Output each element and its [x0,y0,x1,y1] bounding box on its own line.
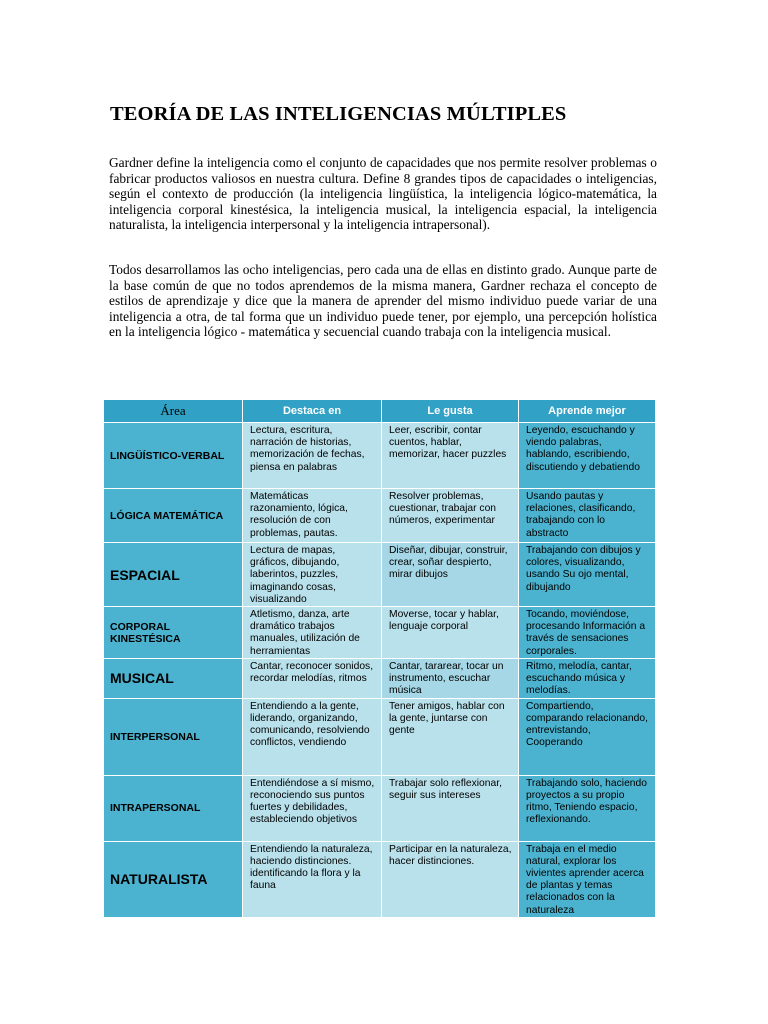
area-cell: LÓGICA MATEMÁTICA [104,489,243,543]
area-cell: CORPORAL KINESTÉSICA [104,607,243,659]
area-cell: ESPACIAL [104,543,243,607]
table-row [104,659,656,699]
destaca-cell: Entendiendo a la gente, liderando, organizando, comunicando, resolviendo conflictos, vendiendo [243,698,382,775]
header-aprende: Aprende mejor [519,400,656,423]
header-destaca: Destaca en [243,400,382,423]
header-area: Área [104,400,243,423]
table-row [104,543,656,607]
destaca-cell: Atletismo, danza, arte dramático trabajos manuales, utilización de herramientas [243,607,382,659]
aprende-cell: Trabaja en el medio natural, explorar los vivientes aprender acerca de plantas y temas relacionados con la naturaleza [519,841,656,917]
gusta-cell: Moverse, tocar y hablar, lenguaje corporal [382,607,519,659]
area-cell: MUSICAL [104,659,243,699]
table-row [104,423,656,489]
area-cell: INTERPERSONAL [104,698,243,775]
intelligences-table [103,399,656,918]
destaca-cell: Matemáticas razonamiento, lógica, resolución de con problemas, pautas. [243,489,382,543]
page-title: TEORÍA DE LAS INTELIGENCIAS MÚLTIPLES [110,103,567,125]
table-row [104,698,656,775]
table-row [104,841,656,917]
gusta-cell: Trabajar solo reflexionar, seguir sus intereses [382,775,519,841]
destaca-cell: Entendiendo la naturaleza, haciendo distinciones. identificando la flora y la fauna [243,841,382,917]
area-cell: INTRAPERSONAL [104,775,243,841]
area-cell: NATURALISTA [104,841,243,917]
gusta-cell: Resolver problemas, cuestionar, trabajar con números, experimentar [382,489,519,543]
aprende-cell: Tocando, moviéndose, procesando Información a través de sensaciones corporales. [519,607,656,659]
destaca-cell: Entendiéndose a sí mismo, reconociendo sus puntos fuertes y debilidades, estableciendo objetivos [243,775,382,841]
gusta-cell: Participar en la naturaleza, hacer distinciones. [382,841,519,917]
table-row [104,489,656,543]
aprende-cell: Leyendo, escuchando y viendo palabras, hablando, escribiendo, discutiendo y debatiendo [519,423,656,489]
header-gusta: Le gusta [382,400,519,423]
destaca-cell: Cantar, reconocer sonidos, recordar melodías, ritmos [243,659,382,699]
aprende-cell: Usando pautas y relaciones, clasificando, trabajando con lo abstracto [519,489,656,543]
second-paragraph: Todos desarrollamos las ocho inteligencias, pero cada una de ellas en distinto grado. Aunque parte de la base común de que no todos aprendemos de la misma manera, Gardner rechaza el concepto de estilos de aprendizaje y dice que la manera de aprender del mismo individuo puede variar de una inteligencia a otra, de tal forma que un individuo puede tener, por ejemplo, una percepción holística en la inteligencia lógico - matemática y secuencial cuando trabaja con la inteligencia musical. [109,262,657,340]
gusta-cell: Tener amigos, hablar con la gente, juntarse con gente [382,698,519,775]
destaca-cell: Lectura, escritura, narración de historias, memorización de fechas, piensa en palabras [243,423,382,489]
area-cell: LINGÜÍSTICO-VERBAL [104,423,243,489]
table-row [104,775,656,841]
aprende-cell: Compartiendo, comparando relacionando, entrevistando, Cooperando [519,698,656,775]
gusta-cell: Cantar, tararear, tocar un instrumento, escuchar música [382,659,519,699]
aprende-cell: Trabajando solo, haciendo proyectos a su propio ritmo, Teniendo espacio, reflexionando. [519,775,656,841]
aprende-cell: Trabajando con dibujos y colores, visualizando, usando Su ojo mental, dibujando [519,543,656,607]
gusta-cell: Diseñar, dibujar, construir, crear, soñar despierto, mirar dibujos [382,543,519,607]
table-header-row [104,400,656,423]
destaca-cell: Lectura de mapas, gráficos, dibujando, laberintos, puzzles, imaginando cosas, visualizando [243,543,382,607]
intro-paragraph: Gardner define la inteligencia como el conjunto de capacidades que nos permite resolver problemas o fabricar productos valiosos en nuestra cultura. Define 8 grandes tipos de capacidades o inteligencias, según el contexto de producción (la inteligencia lingüística, la inteligencia lógico-matemática, la inteligencia corporal kinestésica, la inteligencia musical, la inteligencia espacial, la inteligencia naturalista, la inteligencia interpersonal y la inteligencia intrapersonal). [109,155,657,233]
aprende-cell: Ritmo, melodía, cantar, escuchando música y melodías. [519,659,656,699]
table-row [104,607,656,659]
gusta-cell: Leer, escribir, contar cuentos, hablar, memorizar, hacer puzzles [382,423,519,489]
